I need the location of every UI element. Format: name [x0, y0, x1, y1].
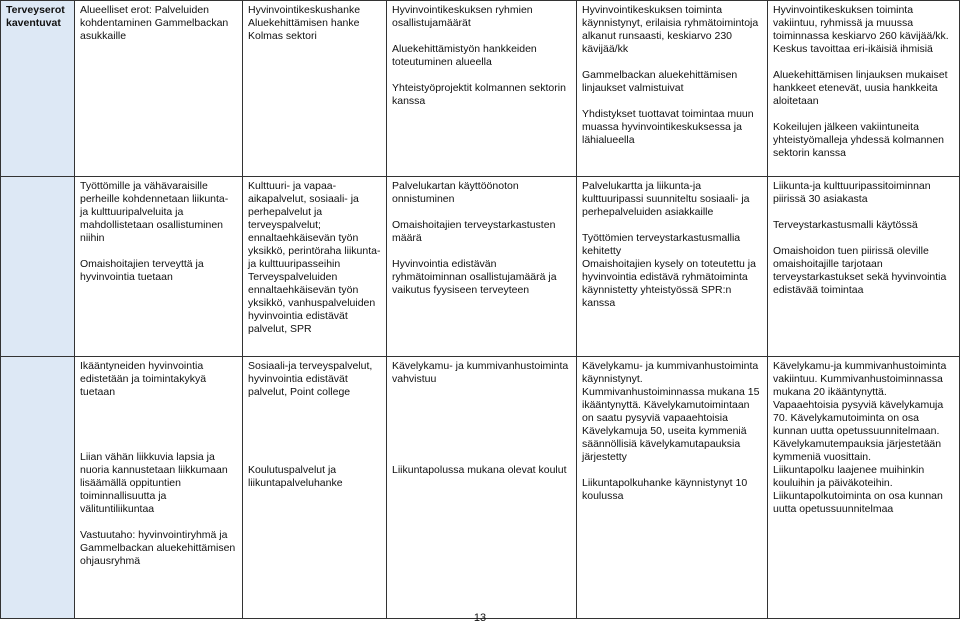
cell-text: Omaishoitajien terveystarkastusten määrä [392, 219, 556, 244]
cell-text: Yhteistyöprojektit kolmannen sektorin kanssa [392, 82, 566, 107]
cell-text: Hyvinvointikeskushanke Aluekehittämisen hanke Kolmas sektori [248, 4, 361, 42]
cell-text: Sosiaali-ja terveyspalvelut, hyvinvointia edistävät palvelut, Point college [248, 360, 373, 398]
cell-text: Liikunta-ja kulttuuripassitoiminnan piirissä 30 asiakasta [773, 180, 931, 205]
cell-text: Omaishoidon tuen piirissä oleville omaishoitajille tarjotaan terveystarkastukset sekä hyvinvointia edistävää toimintaa [773, 245, 947, 296]
row-heading [1, 1, 75, 177]
cell-text: Liikuntapolku laajenee muihinkin kouluihin ja päiväkoteihin. Liikuntapolkutoiminta on osa kunnan uutta opetussuunnitelmaa [773, 464, 943, 515]
table-cell [387, 177, 577, 357]
table-cell [577, 1, 768, 177]
table-cell [768, 357, 960, 619]
row-heading [1, 357, 75, 619]
cell-text: Liikuntapolussa mukana olevat koulut [392, 464, 567, 476]
table-cell [387, 357, 577, 619]
cell-text: Kävelykamu- ja kummivanhustoiminta käynnistynyt. Kummivanhustoiminnassa mukana 15 ikääntynyttä. Kävelykamutoimintaan on saatu pysyviä vapaaehtoisia Kävelykamuja 50, useita kymmeniä säännöllisiä kävelykamutapauksia järjestetty [582, 360, 760, 463]
cell-text: Työttömille ja vähävaraisille perheille kohdennetaan liikunta- ja kulttuuripalveluita ja mahdollistetaan osallistuminen niihin [80, 180, 229, 244]
cell-text: Palvelukartan käyttöönoton onnistuminen [392, 180, 519, 205]
table-cell [577, 357, 768, 619]
table-cell [75, 177, 243, 357]
table-row [1, 1, 960, 177]
cell-text: Ikääntyneiden hyvinvointia edistetään ja toimintakykyä tuetaan [80, 360, 207, 398]
table-row [1, 357, 960, 619]
table-cell [75, 357, 243, 619]
cell-text: Aluekehittämisen linjauksen mukaiset hankkeet etenevät, uusia hankkeita aloitetaan [773, 69, 948, 107]
table-cell [768, 1, 960, 177]
table-cell [75, 1, 243, 177]
cell-text: Kulttuuri- ja vapaa-aikapalvelut, sosiaali- ja perhepalvelut ja terveyspalvelut; ennaltaehkäisevän työn yksikkö, perintöraha liikunta-ja kulttuuripasseihin [248, 180, 381, 270]
cell-text: Palvelukartta ja liikunta-ja kulttuuripassi suunniteltu sosiaali- ja perhepalveluiden asiakkaille [582, 180, 750, 218]
cell-text: Koulutuspalvelut ja liikuntapalveluhanke [248, 464, 343, 489]
table-cell [243, 357, 387, 619]
table-cell [243, 177, 387, 357]
cell-text: Työttömien terveystarkastusmallia kehitetty [582, 232, 741, 257]
cell-text: Omaishoitajien kysely on toteutettu ja hyvinvointia edistävä ryhmätoiminta käynnistetty yhteistyössä SPR:n kanssa [582, 258, 756, 309]
table-cell [387, 1, 577, 177]
cell-text: Alueelliset erot: Palveluiden kohdentaminen Gammelbackan asukkaille [80, 4, 229, 42]
table-cell [768, 177, 960, 357]
cell-text: Hyvinvointikeskuksen ryhmien osallistujamäärät [392, 4, 533, 29]
cell-text: Hyvinvointia edistävän ryhmätoiminnan osallistujamäärä ja vaikutus fyysiseen terveyteen [392, 258, 557, 296]
table-cell [243, 1, 387, 177]
page-number: 13 [473, 612, 487, 624]
cell-text: Liian vähän liikkuvia lapsia ja nuoria kannustetaan liikkumaan lisäämällä oppituntien toiminnallisuutta ja välituntiliikuntaa [80, 451, 228, 515]
cell-text: Kävelykamu-ja kummivanhustoiminta vakiintuu. Kummivanhustoiminnassa mukana 20 ikääntynyttä. Vapaaehtoisia pysyviä kävelykamuja 70. Kävelykamutoiminta on osa kunnan uutta opetussuunnitelmaan. Kävelykamutempauksia järjestetään kymmeniä vuosittain. [773, 360, 947, 463]
cell-text: Hyvinvointikeskuksen toiminta käynnistynyt, erilaisia ryhmätoimintoja alkanut runsaasti, keskiarvo 230 kävijää/kk [582, 4, 759, 55]
cell-text: Omaishoitajien terveyttä ja hyvinvointia tuetaan [80, 258, 204, 283]
cell-text: Terveyspalveluiden ennaltaehkäisevän työn yksikkö, vanhuspalveluiden hyvinvointia edistävät palvelut, SPR [248, 271, 376, 335]
table-cell [577, 177, 768, 357]
cell-text: Aluekehittämistyön hankkeiden toteutuminen alueella [392, 43, 537, 68]
cell-text: Yhdistykset tuottavat toimintaa muun muassa hyvinvointikeskuksessa ja lähialueella [582, 108, 754, 146]
row-heading [1, 177, 75, 357]
cell-text: Terveystarkastusmalli käytössä [773, 219, 918, 231]
cell-text: Hyvinvointikeskuksen toiminta vakiintuu, ryhmissä ja muussa toiminnassa keskiarvo 260 kävijää/kk. Keskus tavoittaa eri-ikäisiä ihmisiä [773, 4, 949, 55]
cell-text: Gammelbackan aluekehittämisen linjaukset valmistuivat [582, 69, 738, 94]
cell-text: Kokeilujen jälkeen vakiintuneita yhteistyömalleja yhdessä kolmannen sektorin kanssa [773, 121, 945, 159]
cell-text: Kävelykamu- ja kummivanhustoiminta vahvistuu [392, 360, 569, 385]
cell-text: Vastuutaho: hyvinvointiryhmä ja Gammelbackan aluekehittämisen ohjausryhmä [80, 529, 236, 567]
table-row [1, 177, 960, 357]
cell-text: Liikuntapolkuhanke käynnistynyt 10 koulussa [582, 477, 748, 502]
cell-text: Terveyserot kaventuvat [6, 4, 65, 29]
